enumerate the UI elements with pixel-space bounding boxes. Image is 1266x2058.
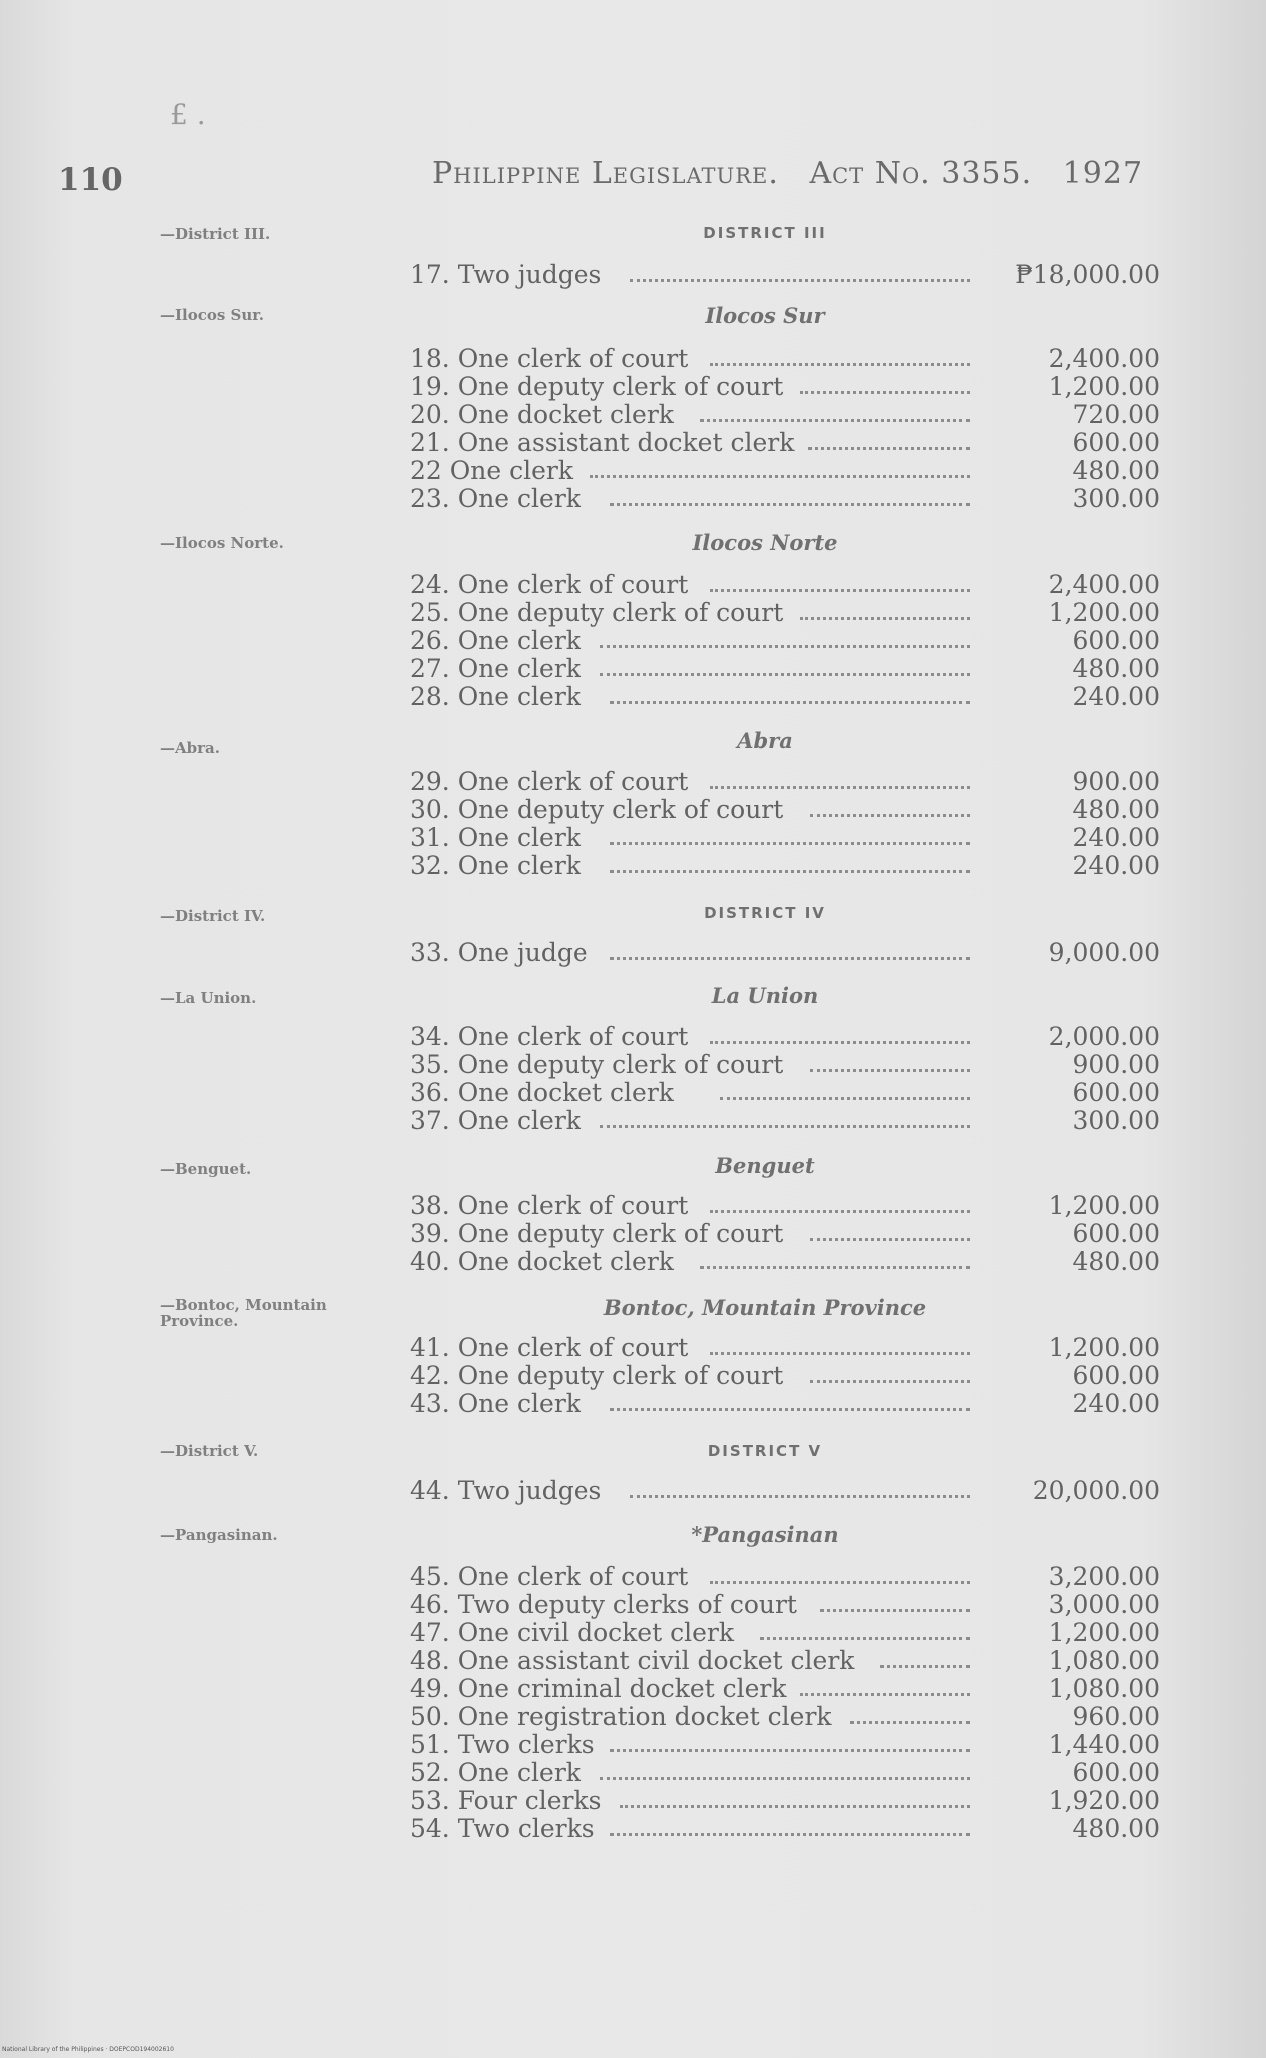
item-amount: 600.00 xyxy=(1072,428,1160,457)
item-amount: 600.00 xyxy=(1072,626,1160,655)
dot-leader xyxy=(610,870,970,873)
dot-leader xyxy=(808,447,970,450)
item-amount: 1,080.00 xyxy=(1048,1674,1160,1703)
item-amount: 240.00 xyxy=(1072,682,1160,711)
line-item xyxy=(410,598,1160,626)
item-label: 31. One clerk xyxy=(410,823,581,852)
section-heading: Bontoc, Mountain Province xyxy=(603,1295,927,1320)
line-item xyxy=(410,1814,1160,1842)
section-heading: La Union xyxy=(711,983,819,1008)
item-amount: 3,000.00 xyxy=(1048,1590,1160,1619)
line-item xyxy=(410,682,1160,710)
dot-leader xyxy=(610,1833,970,1836)
item-amount: 600.00 xyxy=(1072,1078,1160,1107)
item-amount: 20,000.00 xyxy=(1032,1476,1160,1505)
dot-leader xyxy=(700,419,970,422)
line-item xyxy=(410,1389,1160,1417)
item-label: 48. One assistant civil docket clerk xyxy=(410,1646,855,1675)
margin-note: —La Union. xyxy=(160,989,257,1007)
corner-mark: £ . xyxy=(170,98,206,131)
margin-note: —Benguet. xyxy=(160,1160,252,1178)
section-heading: Ilocos Norte xyxy=(692,530,838,555)
line-item xyxy=(410,654,1160,682)
dot-leader xyxy=(610,957,970,960)
item-amount: 300.00 xyxy=(1072,484,1160,513)
line-item xyxy=(410,428,1160,456)
item-label: 21. One assistant docket clerk xyxy=(410,428,795,457)
item-label: 50. One registration docket clerk xyxy=(410,1702,832,1731)
item-label: 41. One clerk of court xyxy=(410,1333,689,1362)
item-label: 40. One docket clerk xyxy=(410,1247,674,1276)
running-head-title: Philippine Legislature. xyxy=(432,156,779,191)
section-heading: Ilocos Sur xyxy=(705,303,825,328)
dot-leader xyxy=(810,1069,970,1072)
item-amount: 2,000.00 xyxy=(1048,1022,1160,1051)
item-amount: 480.00 xyxy=(1072,654,1160,683)
item-label: 38. One clerk of court xyxy=(410,1191,689,1220)
item-label: 46. Two deputy clerks of court xyxy=(410,1590,797,1619)
item-amount: 240.00 xyxy=(1072,851,1160,880)
item-label: 44. Two judges xyxy=(410,1476,602,1505)
dot-leader xyxy=(630,279,970,282)
item-amount: 1,200.00 xyxy=(1048,1333,1160,1362)
item-label: 39. One deputy clerk of court xyxy=(410,1219,784,1248)
margin-note: —District IV. xyxy=(160,907,266,925)
line-item xyxy=(410,767,1160,795)
dot-leader xyxy=(590,475,970,478)
line-item xyxy=(410,344,1160,372)
line-item xyxy=(410,372,1160,400)
item-amount: 480.00 xyxy=(1072,1247,1160,1276)
dot-leader xyxy=(610,1749,970,1752)
item-amount: 900.00 xyxy=(1072,767,1160,796)
margin-note: —Ilocos Sur. xyxy=(160,306,265,324)
item-label: 19. One deputy clerk of court xyxy=(410,372,784,401)
item-label: 49. One criminal docket clerk xyxy=(410,1674,787,1703)
line-item xyxy=(410,484,1160,512)
item-amount: 1,920.00 xyxy=(1048,1786,1160,1815)
item-amount: 480.00 xyxy=(1072,456,1160,485)
dot-leader xyxy=(760,1637,970,1640)
line-item xyxy=(410,1562,1160,1590)
item-label: 47. One civil docket clerk xyxy=(410,1618,734,1647)
item-amount: 1,200.00 xyxy=(1048,1191,1160,1220)
dot-leader xyxy=(710,786,970,789)
line-item xyxy=(410,938,1160,966)
item-label: 51. Two clerks xyxy=(410,1730,595,1759)
line-item xyxy=(410,400,1160,428)
item-amount: 300.00 xyxy=(1072,1106,1160,1135)
item-label: 24. One clerk of court xyxy=(410,570,689,599)
dot-leader xyxy=(710,1581,970,1584)
scan-footer: National Library of the Philippines · DOEPCOD194002610 xyxy=(2,2046,174,2053)
item-label: 22 One clerk xyxy=(410,456,573,485)
dot-leader xyxy=(810,1380,970,1383)
item-label: 17. Two judges xyxy=(410,260,602,289)
section-heading: DISTRICT IV xyxy=(704,904,826,922)
line-item xyxy=(410,1646,1160,1674)
line-item xyxy=(410,570,1160,598)
dot-leader xyxy=(710,363,970,366)
line-item xyxy=(410,1590,1160,1618)
line-item xyxy=(410,1361,1160,1389)
item-label: 23. One clerk xyxy=(410,484,581,513)
dot-leader xyxy=(850,1721,970,1724)
section-heading: Benguet xyxy=(715,1153,815,1178)
item-label: 52. One clerk xyxy=(410,1758,581,1787)
margin-note: —Pangasinan. xyxy=(160,1526,278,1544)
item-amount: 1,440.00 xyxy=(1048,1730,1160,1759)
line-item xyxy=(410,823,1160,851)
item-label: 20. One docket clerk xyxy=(410,400,674,429)
margin-note: —Ilocos Norte. xyxy=(160,534,284,552)
dot-leader xyxy=(820,1609,970,1612)
line-item xyxy=(410,1247,1160,1275)
margin-note: —District V. xyxy=(160,1442,259,1460)
item-label: 25. One deputy clerk of court xyxy=(410,598,784,627)
dot-leader xyxy=(710,1352,970,1355)
item-amount: 480.00 xyxy=(1072,1814,1160,1843)
item-amount: 720.00 xyxy=(1072,400,1160,429)
dot-leader xyxy=(810,814,970,817)
item-amount: 600.00 xyxy=(1072,1219,1160,1248)
dot-leader xyxy=(620,1805,970,1808)
dot-leader xyxy=(710,1041,970,1044)
line-item xyxy=(410,260,1160,288)
margin-note: —Bontoc, Mountain Province. xyxy=(160,1296,327,1330)
item-amount: ₱18,000.00 xyxy=(1015,260,1160,289)
item-amount: 1,200.00 xyxy=(1048,598,1160,627)
item-amount: 1,200.00 xyxy=(1048,1618,1160,1647)
item-amount: 2,400.00 xyxy=(1048,570,1160,599)
running-head xyxy=(432,156,1163,191)
line-item xyxy=(410,1786,1160,1814)
dot-leader xyxy=(600,645,970,648)
dot-leader xyxy=(800,391,970,394)
item-label: 53. Four clerks xyxy=(410,1786,602,1815)
line-item xyxy=(410,1191,1160,1219)
dot-leader xyxy=(710,1210,970,1213)
dot-leader xyxy=(800,1693,970,1696)
margin-note: —District III. xyxy=(160,225,271,243)
running-head-act: Act No. 3355. xyxy=(809,156,1033,191)
item-amount: 900.00 xyxy=(1072,1050,1160,1079)
dot-leader xyxy=(710,589,970,592)
section-heading: DISTRICT III xyxy=(703,224,827,242)
line-item xyxy=(410,1476,1160,1504)
item-label: 27. One clerk xyxy=(410,654,581,683)
dot-leader xyxy=(800,617,970,620)
line-item xyxy=(410,1702,1160,1730)
item-label: 54. Two clerks xyxy=(410,1814,595,1843)
item-label: 32. One clerk xyxy=(410,851,581,880)
section-heading: Abra xyxy=(737,728,793,753)
line-item xyxy=(410,1050,1160,1078)
line-item xyxy=(410,1674,1160,1702)
item-label: 37. One clerk xyxy=(410,1106,581,1135)
item-label: 43. One clerk xyxy=(410,1389,581,1418)
dot-leader xyxy=(700,1266,970,1269)
item-label: 42. One deputy clerk of court xyxy=(410,1361,784,1390)
item-label: 26. One clerk xyxy=(410,626,581,655)
dot-leader xyxy=(610,503,970,506)
item-amount: 240.00 xyxy=(1072,1389,1160,1418)
margin-note: —Abra. xyxy=(160,739,220,757)
item-amount: 480.00 xyxy=(1072,795,1160,824)
item-label: 45. One clerk of court xyxy=(410,1562,689,1591)
line-item xyxy=(410,626,1160,654)
line-item xyxy=(410,851,1160,879)
item-label: 35. One deputy clerk of court xyxy=(410,1050,784,1079)
item-label: 28. One clerk xyxy=(410,682,581,711)
line-item xyxy=(410,1219,1160,1247)
line-item xyxy=(410,1078,1160,1106)
item-amount: 600.00 xyxy=(1072,1758,1160,1787)
dot-leader xyxy=(600,1125,970,1128)
item-amount: 600.00 xyxy=(1072,1361,1160,1390)
item-amount: 240.00 xyxy=(1072,823,1160,852)
dot-leader xyxy=(880,1665,970,1668)
item-label: 33. One judge xyxy=(410,938,588,967)
dot-leader xyxy=(610,1408,970,1411)
section-heading: *Pangasinan xyxy=(691,1522,839,1547)
item-label: 30. One deputy clerk of court xyxy=(410,795,784,824)
dot-leader xyxy=(630,1495,970,1498)
line-item xyxy=(410,1730,1160,1758)
page-number: 110 xyxy=(58,162,123,198)
line-item xyxy=(410,456,1160,484)
dot-leader xyxy=(720,1097,970,1100)
dot-leader xyxy=(810,1238,970,1241)
item-amount: 960.00 xyxy=(1072,1702,1160,1731)
line-item xyxy=(410,795,1160,823)
item-amount: 1,200.00 xyxy=(1048,372,1160,401)
dot-leader xyxy=(610,701,970,704)
line-item xyxy=(410,1022,1160,1050)
section-heading: DISTRICT V xyxy=(707,1442,823,1460)
item-amount: 1,080.00 xyxy=(1048,1646,1160,1675)
dot-leader xyxy=(600,673,970,676)
line-item xyxy=(410,1758,1160,1786)
line-item xyxy=(410,1618,1160,1646)
item-label: 34. One clerk of court xyxy=(410,1022,689,1051)
item-amount: 9,000.00 xyxy=(1048,938,1160,967)
item-amount: 2,400.00 xyxy=(1048,344,1160,373)
line-item xyxy=(410,1333,1160,1361)
item-label: 36. One docket clerk xyxy=(410,1078,674,1107)
running-head-year: 1927 xyxy=(1062,156,1144,191)
dot-leader xyxy=(610,842,970,845)
item-label: 18. One clerk of court xyxy=(410,344,689,373)
item-amount: 3,200.00 xyxy=(1048,1562,1160,1591)
dot-leader xyxy=(600,1777,970,1780)
line-item xyxy=(410,1106,1160,1134)
item-label: 29. One clerk of court xyxy=(410,767,689,796)
